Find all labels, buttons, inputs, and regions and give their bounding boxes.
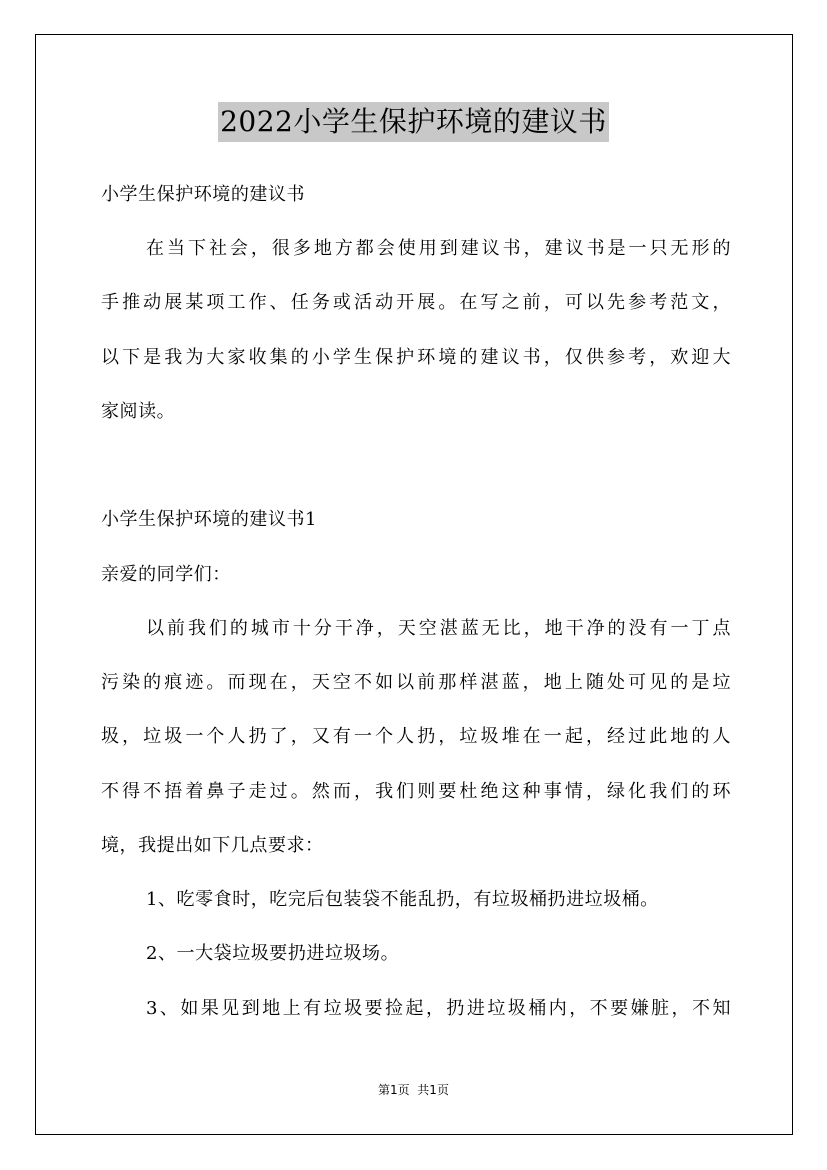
greeting: 亲爱的同学们： — [101, 564, 231, 585]
list-item-1: 1、吃零食时，吃完后包装袋不能乱扔，有垃圾桶扔进垃圾桶。 — [146, 889, 659, 910]
intro-line-4: 家阅读。 — [101, 401, 176, 422]
body-line-2: 污染的痕迹。而现在，天空不如以前那样湛蓝，地上随处可见的是垃 — [101, 672, 731, 693]
page-number: 第1页 共1页 — [378, 1083, 449, 1097]
list-item-2: 2、一大袋垃圾要扔进垃圾场。 — [146, 943, 400, 964]
body-line-3: 圾，垃圾一个人扔了，又有一个人扔，垃圾堆在一起，经过此地的人 — [101, 726, 731, 747]
subtitle: 小学生保护环境的建议书 — [101, 184, 306, 205]
intro-line-2: 手推动展某项工作、任务或活动开展。在写之前，可以先参考范文， — [101, 292, 731, 313]
body-line-1: 以前我们的城市十分干净，天空湛蓝无比，地干净的没有一丁点 — [146, 618, 731, 639]
intro-line-1: 在当下社会，很多地方都会使用到建议书，建议书是一只无形的 — [146, 238, 731, 259]
list-item-3: 3、如果见到地上有垃圾要捡起，扔进垃圾桶内，不要嫌脏，不知 — [146, 998, 731, 1019]
body-line-4: 不得不捂着鼻子走过。然而，我们则要杜绝这种事情，绿化我们的环 — [101, 781, 731, 802]
body-line-5: 境，我提出如下几点要求： — [101, 835, 324, 856]
document-title: 2022小学生保护环境的建议书 — [218, 102, 609, 142]
title-container — [0, 102, 827, 142]
section-heading: 小学生保护环境的建议书1 — [101, 509, 318, 530]
intro-line-3: 以下是我为大家收集的小学生保护环境的建议书，仅供参考，欢迎大 — [101, 347, 731, 368]
page-footer — [0, 1082, 827, 1098]
